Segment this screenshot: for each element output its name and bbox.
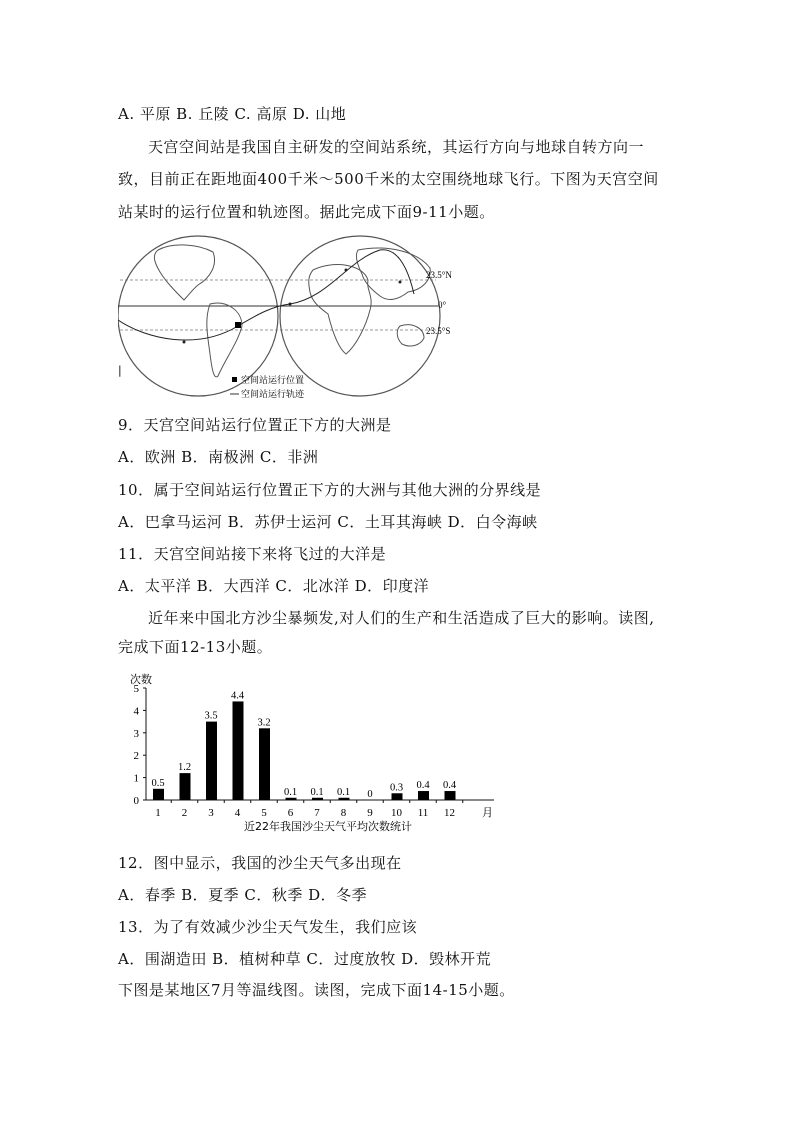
data-label: 0.4	[416, 780, 430, 792]
q12-question: 12．图中显示，我国的沙尘天气多出现在	[118, 854, 402, 872]
data-label: 0.1	[310, 786, 324, 798]
x-tick-label: 3	[208, 807, 214, 819]
x-tick-label: 11	[417, 807, 429, 819]
x-tick-label: 5	[261, 807, 267, 819]
q11-question: 11．天宫空间站接下来将飞过的大洋是	[118, 545, 387, 563]
q12-options: A．春季 B．夏季 C．秋季 D．冬季	[118, 886, 368, 904]
y-tick-label: 0	[133, 795, 139, 807]
bar	[259, 728, 270, 800]
australia-outline	[397, 325, 424, 346]
bar	[312, 798, 323, 800]
y-tick-label: 4	[133, 705, 139, 718]
x-tick-label: 8	[340, 807, 347, 819]
north-america-outline	[154, 245, 214, 300]
data-label: 3.2	[257, 717, 271, 729]
track-marker	[345, 269, 348, 272]
x-tick-label: 2	[181, 807, 188, 819]
x-tick-label: 6	[287, 807, 294, 819]
passage2-line2: 完成下面12-13小题。	[118, 638, 273, 656]
q10-question: 10．属于空间站运行位置正下方的大洲与其他大洲的分界线是	[118, 481, 542, 499]
south-america-outline	[207, 303, 242, 377]
bar	[286, 798, 297, 800]
x-tick-label: 1	[155, 807, 161, 819]
data-label: 0.1	[283, 786, 298, 798]
margin-mark: |	[118, 364, 122, 377]
lat-label-north: 23.5°N	[426, 270, 452, 280]
track-marker	[399, 281, 402, 284]
track-marker	[289, 303, 292, 306]
data-label: 0.3	[389, 782, 404, 794]
x-tick-label: 7	[314, 807, 320, 819]
q10-options: A．巴拿马运河 B．苏伊士运河 C．土耳其海峡 D．白令海峡	[118, 513, 538, 531]
west-hemisphere	[118, 236, 278, 396]
bar	[233, 701, 244, 800]
data-label: 0.1	[336, 786, 351, 798]
q9-options: A．欧洲 B．南极洲 C．非洲	[118, 448, 319, 466]
lat-label-south: 23.5°S	[426, 326, 451, 336]
x-tick-label: 10	[391, 807, 402, 819]
x-tick-label: 9	[367, 807, 373, 819]
bar	[392, 793, 403, 800]
data-label: 0	[367, 789, 373, 800]
dust-weather-chart	[118, 668, 508, 838]
legend-position-label: 空间站运行位置	[241, 376, 305, 386]
orbit-map	[118, 230, 468, 405]
x-tick-label: 12	[444, 807, 455, 819]
bar	[339, 798, 350, 800]
data-label: 4.4	[230, 690, 245, 702]
bar	[206, 722, 217, 800]
q9-question: 9．天宫空间站运行位置正下方的大洲是	[118, 416, 392, 434]
chart-ylabel: 次数	[130, 673, 152, 686]
y-tick-label: 1	[133, 772, 139, 785]
q8-options: A. 平原 B. 丘陵 C. 高原 D. 山地	[118, 105, 347, 123]
q11-options: A．太平洋 B．大西洋 C．北冰洋 D．印度洋	[118, 577, 430, 595]
chart-title: 近22年我国沙尘天气平均次数统计	[244, 820, 412, 833]
legend-position-swatch	[232, 377, 237, 382]
station-position-marker	[235, 322, 241, 328]
passage1-line3: 站某时的运行位置和轨迹图。据此完成下面9-11小题。	[118, 203, 495, 221]
x-unit-label: 月	[482, 806, 493, 819]
data-label: 0.5	[151, 777, 165, 789]
q13-options: A．围湖造田 B．植树种草 C．过度放牧 D．毁林开荒	[118, 950, 492, 968]
bar	[445, 791, 456, 800]
passage1-line1: 天宫空间站是我国自主研发的空间站系统，其运行方向与地球自转方向一	[148, 138, 645, 156]
x-tick-label: 4	[234, 807, 241, 819]
data-label: 1.2	[177, 762, 192, 774]
data-label: 0.4	[442, 780, 457, 792]
passage1-line2: 致，目前正在距地面400千米～500千米的太空围绕地球飞行。下图为天宫空间	[118, 170, 659, 188]
passage2-line1: 近年来中国北方沙尘暴频发,对人们的生产和生活造成了巨大的影响。读图,	[148, 609, 655, 627]
track-marker	[183, 341, 186, 344]
legend-track-label: 空间站运行轨迹	[241, 390, 305, 400]
y-tick-label: 3	[133, 727, 139, 740]
data-label: 3.5	[204, 710, 218, 722]
africa-europe-outline	[309, 265, 371, 354]
y-tick-label: 5	[133, 683, 139, 695]
q13-question: 13．为了有效减少沙尘天气发生，我们应该	[118, 918, 418, 936]
bar	[153, 789, 164, 800]
bar	[418, 791, 429, 800]
lat-label-equator: 0°	[438, 300, 447, 310]
bar	[180, 773, 191, 800]
y-tick-label: 2	[133, 750, 139, 763]
passage3: 下图是某地区7月等温线图。读图，完成下面14-15小题。	[118, 981, 515, 999]
